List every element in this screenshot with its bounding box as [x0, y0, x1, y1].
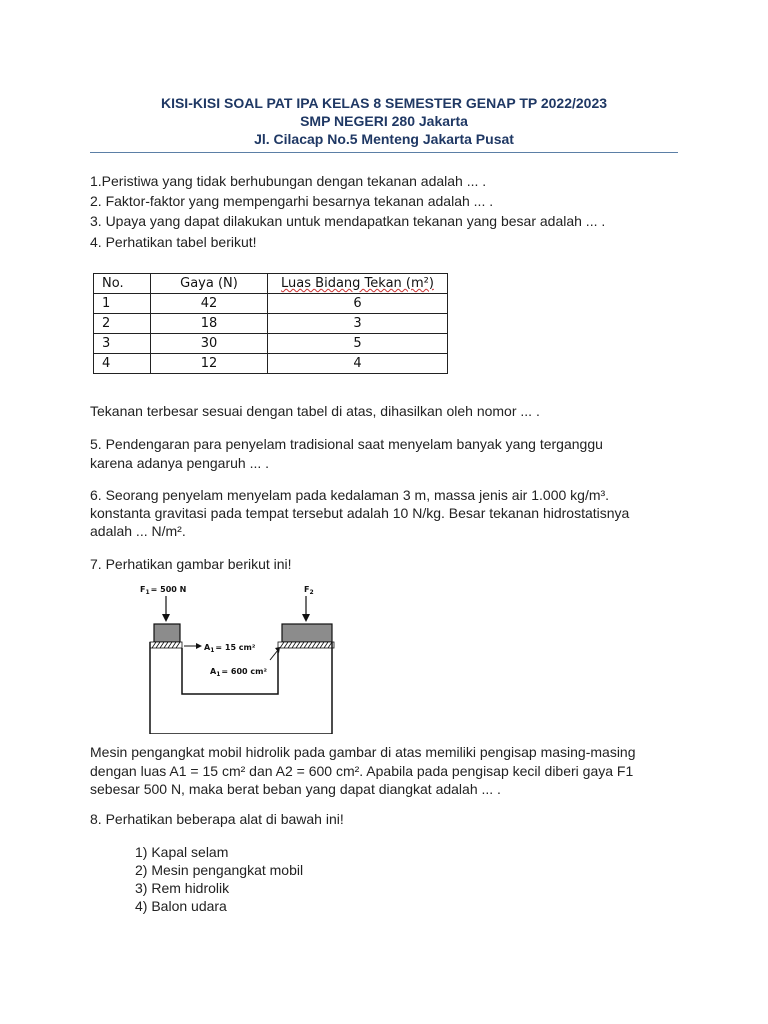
- table-cell: 4: [268, 354, 448, 374]
- table-header-row: [94, 274, 448, 294]
- a1-label: $A_1= 15$ cm²: [204, 643, 256, 654]
- small-piston: [154, 624, 180, 642]
- question-6-line-3: adalah ... N/m².: [90, 523, 186, 539]
- pressure-table: [93, 273, 448, 374]
- list-item: 1) Kapal selam: [135, 844, 229, 860]
- large-piston-hatch: [278, 642, 334, 648]
- table-row: [94, 294, 448, 314]
- table-cell: 2: [94, 314, 151, 334]
- question-4: 4. Perhatikan tabel berikut!: [90, 234, 257, 250]
- table-header-force: Gaya (N): [151, 274, 268, 294]
- table-cell: 18: [151, 314, 268, 334]
- f2-arrow-icon: [302, 596, 310, 622]
- question-3: 3. Upaya yang dapat dilakukan untuk mendapatkan tekanan yang besar adalah ... .: [90, 213, 606, 229]
- table-cell: 3: [94, 334, 151, 354]
- question-6-line-2: konstanta gravitasi pada tempat tersebut adalah 10 N/kg. Besar tekanan hidrostatisnya: [90, 505, 630, 521]
- header-divider: [90, 152, 678, 153]
- table-cell: 12: [151, 354, 268, 374]
- question-7: 7. Perhatikan gambar berikut ini!: [90, 556, 292, 572]
- table-cell: 6: [268, 294, 448, 314]
- table-header-area-text: Luas Bidang Tekan (m²): [281, 276, 434, 291]
- question-6-line-1: 6. Seorang penyelam menyelam pada kedalaman 3 m, massa jenis air 1.000 kg/m³.: [90, 487, 610, 503]
- list-item: 4) Balon udara: [135, 898, 227, 914]
- document-header: [90, 94, 678, 148]
- a2-label: $A_1= 600$ cm²: [210, 667, 267, 678]
- table-cell: 30: [151, 334, 268, 354]
- question-5-line-2: karena adanya pengaruh ... .: [90, 455, 270, 471]
- table-header-area: [268, 274, 448, 294]
- question-7-line-2: dengan luas A1 = 15 cm² dan A2 = 600 cm². Apabila pada pengisap kecil diberi gaya F1: [90, 763, 634, 779]
- f2-label: $F_2$: [304, 585, 314, 596]
- list-item: 3) Rem hidrolik: [135, 880, 230, 896]
- table-row: [94, 334, 448, 354]
- list-item: 2) Mesin pengangkat mobil: [135, 862, 304, 878]
- header-title: KISI-KISI SOAL PAT IPA KELAS 8 SEMESTER GENAP TP 2022/2023: [160, 95, 608, 111]
- question-8: 8. Perhatikan beberapa alat di bawah ini!: [90, 811, 344, 827]
- question-5-line-1: 5. Pendengaran para penyelam tradisional saat menyelam banyak yang terganggu: [90, 436, 603, 452]
- question-7-line-3: sebesar 500 N, maka berat beban yang dapat diangkat adalah ... .: [90, 781, 501, 797]
- small-piston-hatch: [150, 642, 182, 648]
- large-piston: [282, 624, 332, 642]
- question-7-line-1: Mesin pengangkat mobil hidrolik pada gambar di atas memiliki pengisap masing-masing: [90, 744, 636, 760]
- f1-arrow-icon: [162, 596, 170, 622]
- table-row: [94, 354, 448, 374]
- hydraulic-lift-figure: [138, 582, 338, 734]
- header-school: SMP NEGERI 280 Jakarta: [300, 113, 468, 129]
- table-cell: 42: [151, 294, 268, 314]
- table-row: [94, 314, 448, 334]
- a1-arrow-icon: [184, 643, 202, 649]
- question-1: 1.Peristiwa yang tidak berhubungan dengan tekanan adalah ... .: [90, 173, 487, 189]
- table-header-no: No.: [94, 274, 151, 294]
- table-cell: 4: [94, 354, 151, 374]
- question-4-text: Tekanan terbesar sesuai dengan tabel di atas, dihasilkan oleh nomor ... .: [90, 403, 540, 419]
- vessel-outline: [150, 642, 332, 734]
- question-2: 2. Faktor-faktor yang mempengarhi besarnya tekanan adalah ... .: [90, 193, 494, 209]
- header-address: Jl. Cilacap No.5 Menteng Jakarta Pusat: [254, 131, 514, 147]
- table-cell: 5: [268, 334, 448, 354]
- table-cell: 1: [94, 294, 151, 314]
- table-cell: 3: [268, 314, 448, 334]
- f1-label: $F_1= 500$ N: [140, 585, 187, 596]
